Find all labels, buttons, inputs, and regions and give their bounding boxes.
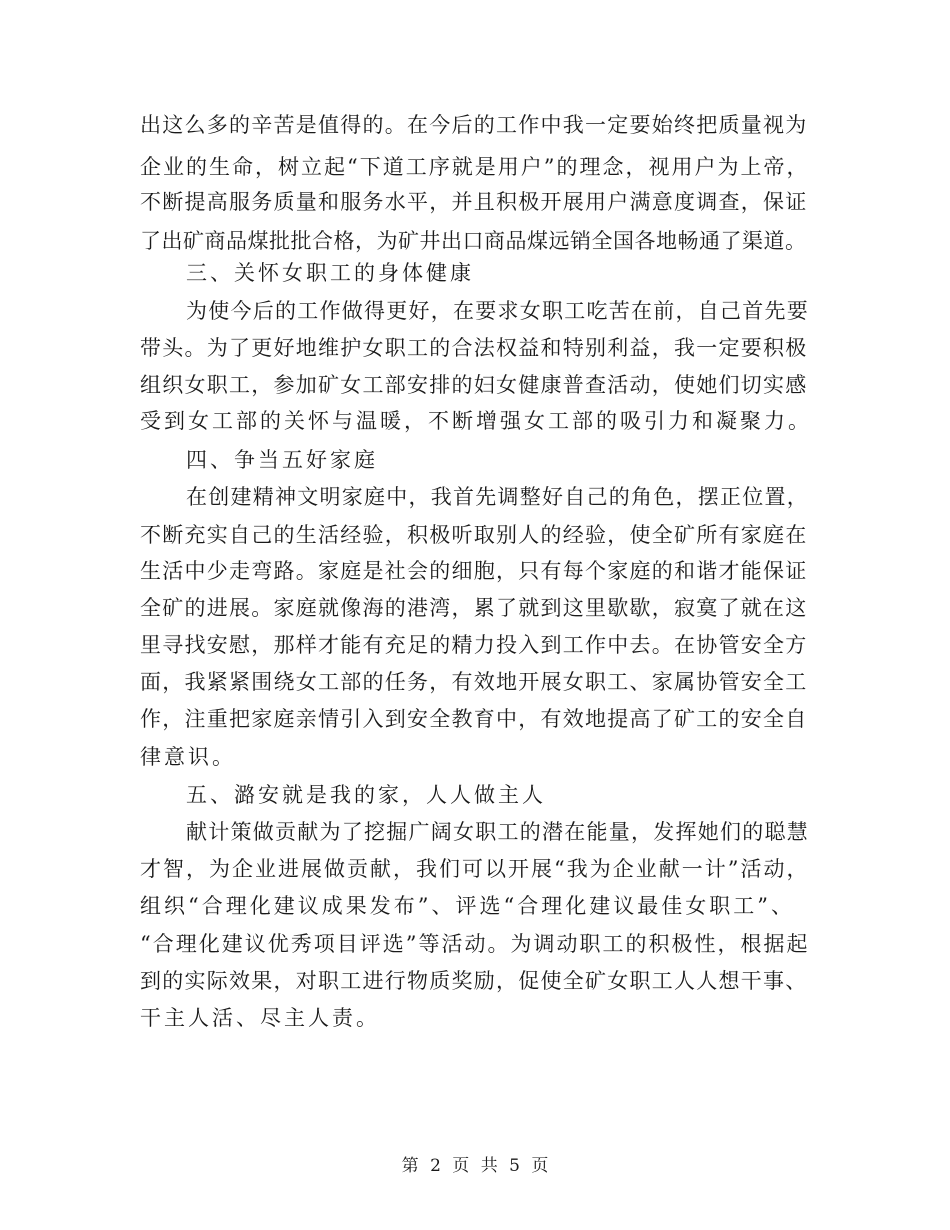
paragraph-line: 组织女职工，参加矿女工部安排的妇女健康普查活动，使她们切实感 <box>140 373 808 397</box>
section-heading: 四、争当五好家庭 <box>186 448 378 472</box>
section-heading: 三、关怀女职工的身体健康 <box>186 261 474 285</box>
paragraph-line: 生活中少走弯路。家庭是社会的细胞，只有每个家庭的和谐才能保证 <box>140 559 808 583</box>
paragraph-line: 才智，为企业进展做贡献，我们可以开展“我为企业献一计”活动， <box>140 857 810 881</box>
paragraph-line: 到的实际效果，对职工进行物质奖励，促使全矿女职工人人想干事、 <box>140 969 808 993</box>
section-heading: 五、潞安就是我的家，人人做主人 <box>186 783 546 807</box>
paragraph-line: 里寻找安慰，那样才能有充足的精力投入到工作中去。在协管安全方 <box>140 633 808 657</box>
paragraph-line: 不断充实自己的生活经验，积极听取别人的经验，使全矿所有家庭在 <box>140 523 808 547</box>
paragraph-line: 律意识。 <box>140 745 236 769</box>
paragraph-line: 为使今后的工作做得更好，在要求女职工吃苦在前，自己首先要 <box>186 299 809 323</box>
paragraph-line: “合理化建议优秀项目评选”等活动。为调动职工的积极性，根据起 <box>140 932 810 956</box>
paragraph-line: 不断提高服务质量和服务水平，并且积极开展用户满意度调查，保证 <box>140 190 808 214</box>
paragraph-line: 出这么多的辛苦是值得的。在今后的工作中我一定要始终把质量视为 <box>140 113 808 137</box>
paragraph-line: 面，我紧紧围绕女工部的任务，有效地开展女职工、家属协管安全工 <box>140 670 808 694</box>
paragraph-line: 了出矿商品煤批批合格，为矿井出口商品煤远销全国各地畅通了渠道。 <box>140 229 807 253</box>
paragraph-line: 作，注重把家庭亲情引入到安全教育中，有效地提高了矿工的安全自 <box>140 707 808 731</box>
paragraph-line: 组织“合理化建议成果发布”、评选“合理化建议最佳女职工”、 <box>140 894 795 918</box>
paragraph-line: 全矿的进展。家庭就像海的港湾，累了就到这里歇歇，寂寞了就在这 <box>140 596 808 620</box>
page-footer: 第 2 页 共 5 页 <box>401 1156 549 1176</box>
paragraph-line: 干主人活、尽主人责。 <box>140 1006 380 1030</box>
paragraph-line: 带头。为了更好地维护女职工的合法权益和特别利益，我一定要积极 <box>140 336 808 360</box>
paragraph-line: 受到女工部的关怀与温暖，不断增强女工部的吸引力和凝聚力。 <box>140 409 812 433</box>
paragraph-line: 企业的生命，树立起“下道工序就是用户”的理念，视用户为上帝， <box>140 155 810 179</box>
paragraph-line: 献计策做贡献为了挖掘广阔女职工的潜在能量，发挥她们的聪慧 <box>186 820 809 844</box>
paragraph-line: 在创建精神文明家庭中，我首先调整好自己的角色，摆正位置， <box>186 485 809 509</box>
